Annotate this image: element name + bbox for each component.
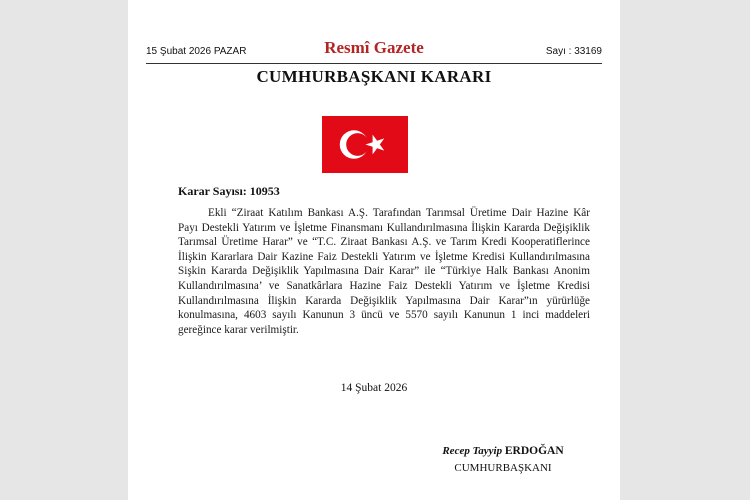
- signer-title: CUMHURBAŞKANI: [454, 462, 552, 474]
- header-divider: [146, 63, 602, 64]
- header-date: 15 Şubat 2026 PAZAR: [146, 46, 247, 57]
- decision-number: Karar Sayısı: 10953: [178, 184, 280, 198]
- issue-number: Sayı : 33169: [545, 46, 602, 57]
- gazette-header: [146, 38, 602, 62]
- signer-given-name: Recep Tayyip: [442, 445, 503, 457]
- gazette-page: [128, 0, 620, 500]
- signature-block: [413, 445, 593, 474]
- signer-name: [413, 445, 593, 457]
- left-margin: [0, 0, 128, 500]
- gazette-title: Resmî Gazete: [324, 38, 424, 57]
- right-margin: [620, 0, 750, 500]
- signer-surname: ERDOĞAN: [504, 445, 564, 457]
- signature-date: 14 Şubat 2026: [340, 382, 408, 394]
- decision-body: Ekli “Ziraat Katılım Bankası A.Ş. Tarafından Tarımsal Üretime Dair Hazine Kâr Payı Destekli Yatırım ve İşletme Finansmanı Kullandırılmasına İlişkin Kararda Değişiklik Tarımsal Üretime Harar” ve “T.C. Ziraat Bankası A.Ş. ve Tarım Kredi Kooperatiflerince İlişkin Kararlara Dair Kazine Faiz Destekli Yatırım ve İşletme Kredisi Kullandırılmasına Sişkin Kararda Değişiklik Yapılmasına Dair Karar” ile “Türkiye Halk Bankası Anonim Kullandırılmasına’ ve Sanatkârlara Hazine Faiz Destekli Yatırım ve İşletme Kredisi Kullandırılmasına İlişkin Kararda Değişiklik Yapılmasına Dair Karar”ın yürürlüğe konulmasına, 4603 sayılı Kanunun 3 üncü ve 5570 sayılı Kanunun 1 inci maddeleri gereğince karar verilmiştir.: [178, 207, 590, 336]
- turkish-flag-icon: [322, 116, 408, 173]
- section-title: CUMHURBAŞKANI KARARI: [256, 67, 492, 86]
